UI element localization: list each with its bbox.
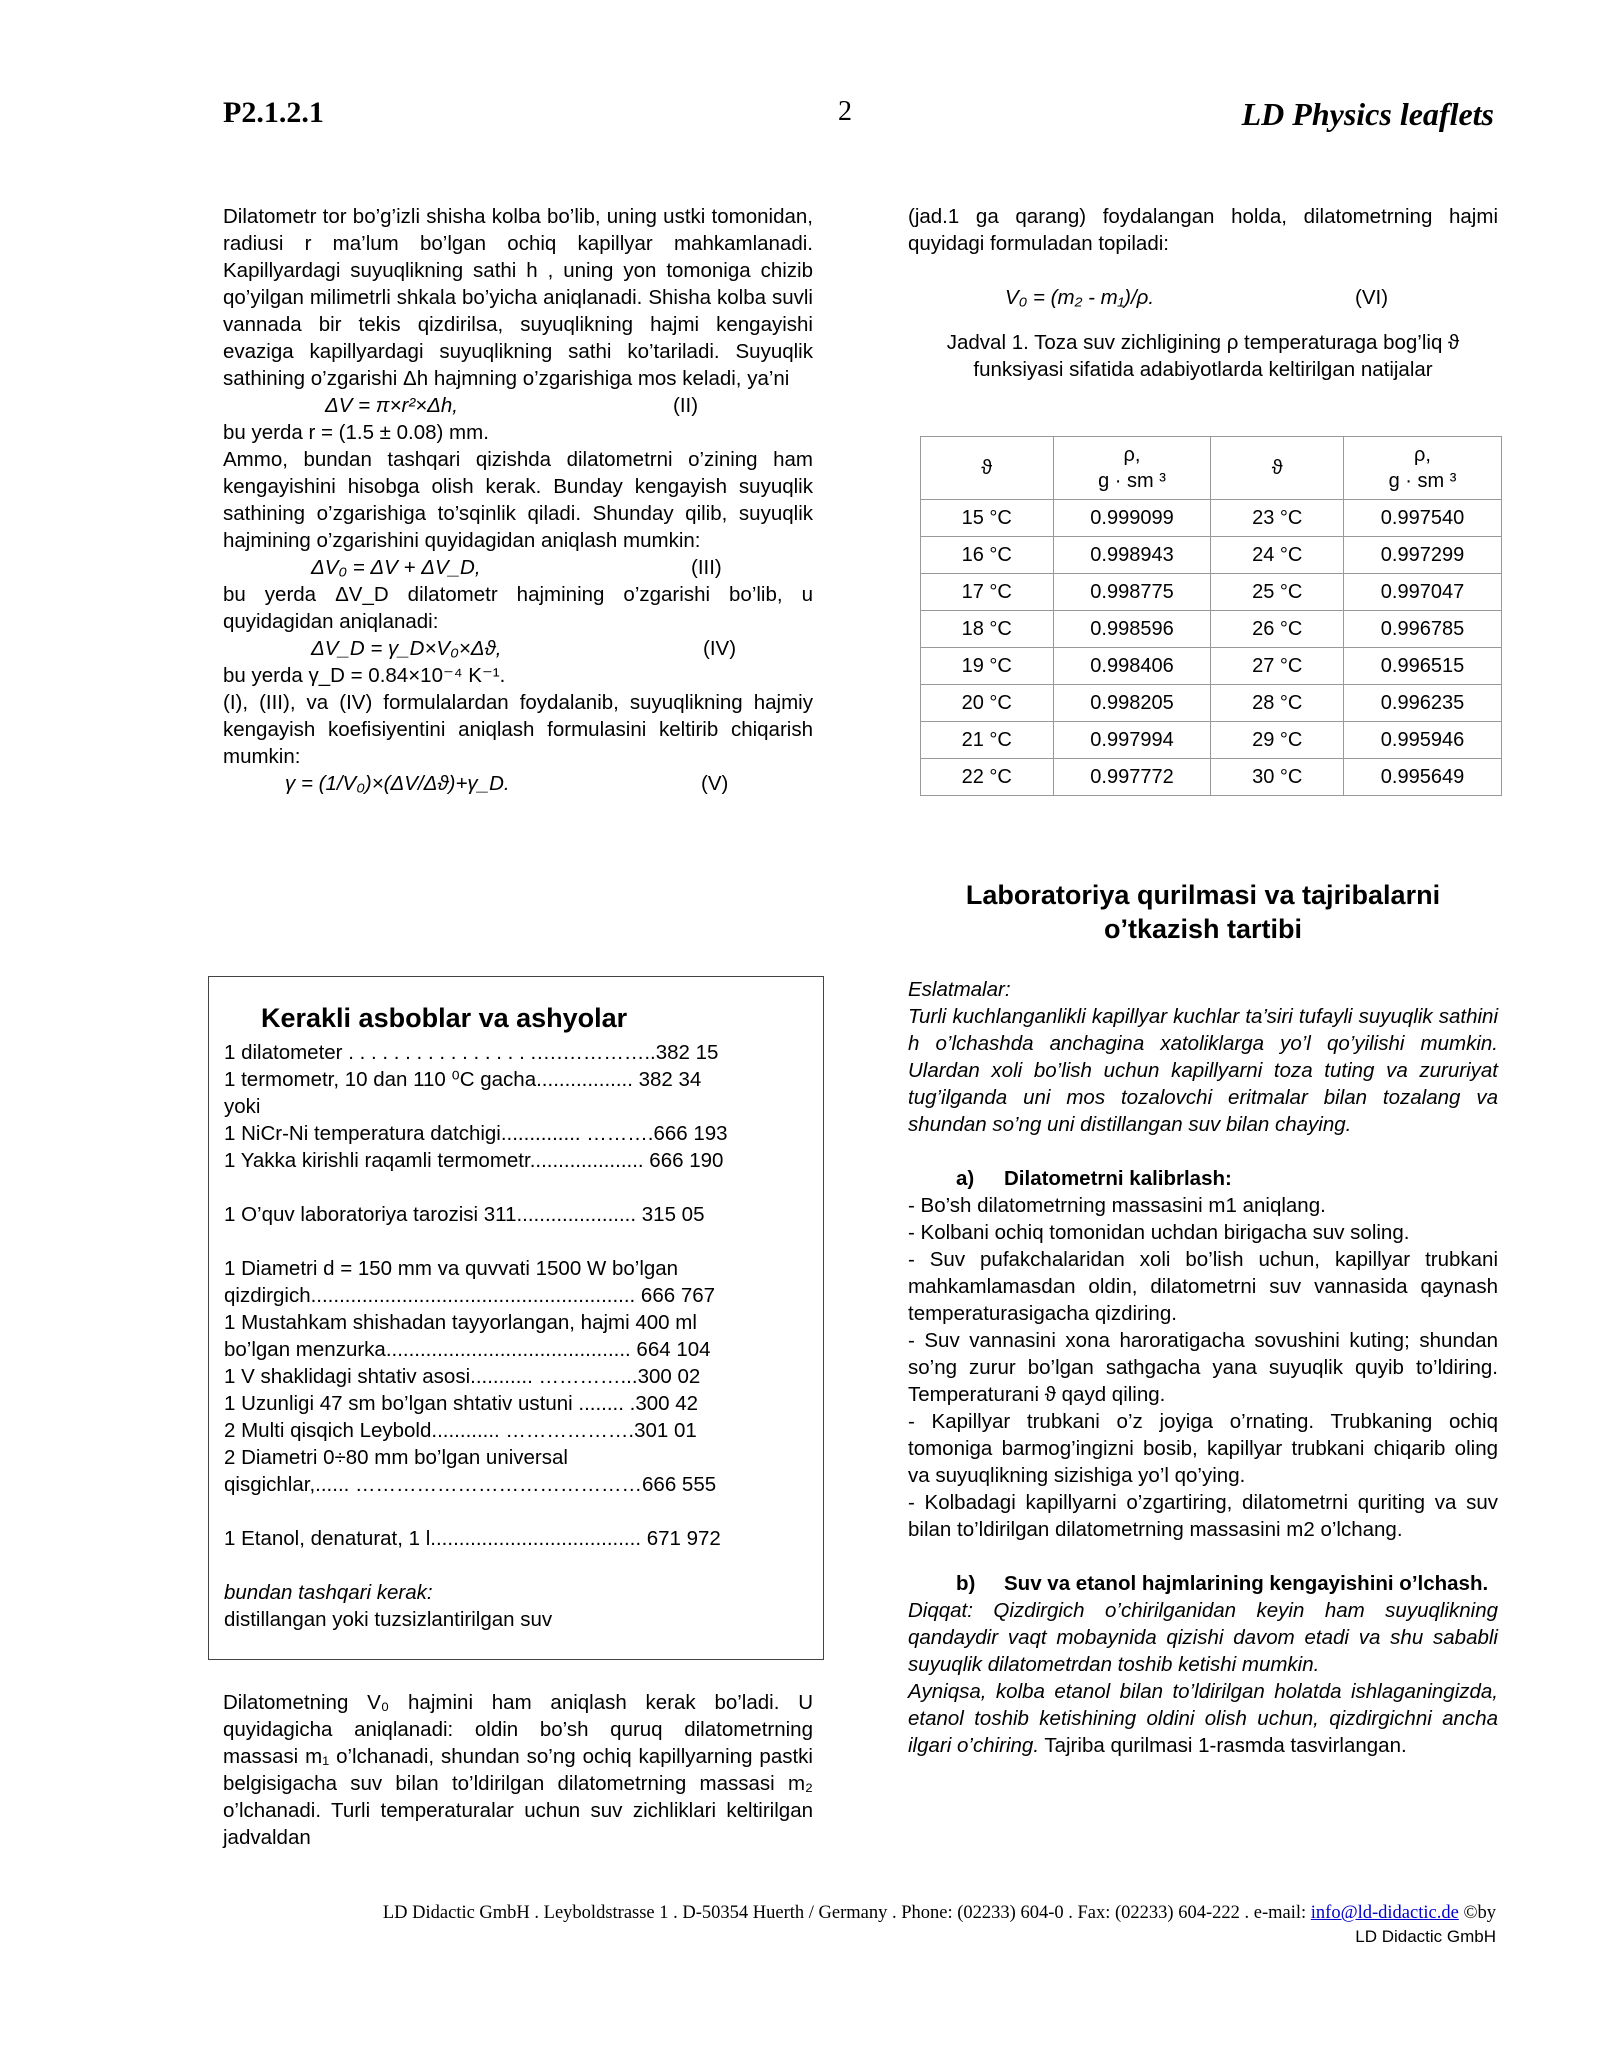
right-column-top [908,203,1498,383]
volume-paragraph: Dilatometning V₀ hajmini ham aniqlash kerak bo’ladi. U quyidagicha aniqlanadi: oldin bo’sh quruq dilatometrning massasi m₁ o’lchanadi, shundan so’ng ochiq kapillyarning pastki belgisigacha suv bilan to’ldirilgan dilatometrning massasi m₂ o’lchanadi. Turli temperaturalar uchun suv zichliklari keltirilgan jadvaldan [223,1691,813,1849]
document-code: P2.1.2.1 [223,96,324,129]
section-a-heading: a) Dilatometrni kalibrlash: [956,1167,1232,1190]
step-item: - Bo’sh dilatometrning massasini m1 aniqlang. [908,1194,1326,1217]
extra-label: bundan tashqari kerak: [224,1581,433,1604]
density-cell: 0.997540 [1344,500,1502,537]
density-cell: 0.998205 [1053,685,1211,722]
temperature-header: ϑ [921,437,1054,500]
density-table [920,436,1502,796]
density-cell: 0.998596 [1053,611,1211,648]
section-heading: Laboratoriya qurilmasi va tajribalarni o’tkazish tartibi [965,880,1441,944]
density-cell: 0.998406 [1053,648,1211,685]
step-item: - Kolbadagi kapillyarni o’zgartiring, dilatometrni quriting va suv bilan to’ldirilgan dilatometrning massasini m2 o’lchang. [908,1491,1498,1541]
equipment-line: 1 Yakka kirishli raqamli termometr.................... 666 190 [224,1149,724,1172]
extra-text: distillangan yoki tuzsizlantirilgan suv [224,1608,553,1631]
equipment-line: 1 dilatometer . . . . . . . . . . . . . . . . .….…………..382 15 [224,1041,719,1064]
caution-text: Diqqat: Qizdirgich o’chirilganidan keyin ham suyuqlikning qandaydir vaqt mobaynida qizishi davom etadi va shu sababli suyuqlik dilatometrdan toshib ketishi mumkin. [908,1599,1498,1676]
temperature-cell: 25 °C [1211,574,1344,611]
spacer [224,1174,814,1201]
email-link[interactable]: info@ld-didactic.de [1310,1903,1459,1923]
temperature-cell: 22 °C [921,759,1054,796]
equipment-line: bo’lgan menzurka........................................... 664 104 [224,1338,711,1361]
temperature-cell: 15 °C [921,500,1054,537]
table-row [921,537,1502,574]
dilatometer-change-text: bu yerda ΔV_D dilatometr hajmining o’zgarishi bo’lib, u quyidagidan aniqlanadi: [223,583,813,633]
temperature-cell: 16 °C [921,537,1054,574]
caution-paragraph: Ayniqsa, kolba etanol bilan to’ldirilgan holatda ishlaganingizda, etanol toshib ketishining oldini olish uchun, qizdirgichni ancha ilgari o’chiring. Tajriba qurilmasi 1-rasmda tasvirlangan. [908,1680,1498,1757]
equipment-line: 1 Etanol, denaturat, 1 l..................................... 671 972 [224,1527,721,1550]
equipment-line: 1 NiCr-Ni temperatura datchigi.............. ……….666 193 [224,1122,728,1145]
procedure-section [908,878,1498,1759]
step-item: - Suv pufakchalaridan xoli bo’lish uchun, kapillyar trubkani mahkamlamasdan oldin, dilatometrni suv vannasida qaynash temperaturasigacha qizdiring. [908,1248,1498,1325]
density-cell: 0.996235 [1344,685,1502,722]
equation-iii: ΔV₀ = ΔV + ΔV_D, (III) [311,556,722,579]
step-item: - Kolbani ochiq tomonidan uchdan birigacha suv soling. [908,1221,1410,1244]
equation-v: γ = (1/V₀)×(ΔV/Δϑ)+γ_D. (V) [285,772,729,795]
step-item: - Suv vannasini xona haroratigacha sovushini kuting; shundan so’ng zurur bo’lgan sathgacha yana suyuqlik quyib to’ldiring. Temperaturani ϑ qayd qiling. [908,1329,1498,1406]
density-cell: 0.996515 [1344,648,1502,685]
equipment-line: yoki [224,1095,261,1118]
table-caption: Jadval 1. Toza suv zichligining ρ temperaturaga bog’liq ϑ funksiyasi sifatida adabiyotlarda keltirilgan natijalar [946,331,1460,381]
equipment-line: 1 V shaklidagi shtativ asosi........... …………...300 02 [224,1365,701,1388]
footer-company: LD Didactic GmbH [1355,1927,1496,1946]
density-cell: 0.997772 [1053,759,1211,796]
equipment-line: qizdirgich......................................................... 666 767 [224,1284,716,1307]
temperature-cell: 29 °C [1211,722,1344,759]
density-cell: 0.997047 [1344,574,1502,611]
spacer [224,1228,814,1255]
expansion-paragraph: Ammo, bundan tashqari qizishda dilatometrni o’zining ham kengayishini hisobga olish kerak. Bunday kengayish suyuqlik sathining o’zgarishiga to’sqinlik qiladi. Shunday qilib, suyuqlik hajmining o’zgarishini quyidagidan aniqlash mumkin: [223,448,813,552]
density-header: ρ, g · sm ³ [1344,437,1502,500]
density-header: ρ, g · sm ³ [1053,437,1211,500]
temperature-cell: 20 °C [921,685,1054,722]
spacer [224,1552,814,1579]
table-row [921,648,1502,685]
density-table-body [921,500,1502,796]
spacer [224,1498,814,1525]
equipment-line: 1 Mustahkam shishadan tayyorlangan, hajmi 400 ml [224,1311,697,1334]
table-row [921,759,1502,796]
page-number: 2 [838,96,852,127]
brand-title: LD Physics leaflets [1241,96,1494,132]
temperature-cell: 19 °C [921,648,1054,685]
table-row [921,500,1502,537]
step-item: - Kapillyar trubkani o’z joyiga o’rnating. Trubkaning ochiq tomoniga barmog’ingizni bosib, kapillyar trubkani chiqarib oling va suyuqlikning sizishiga yo’l qo’ying. [908,1410,1498,1487]
equipment-line: 2 Diametri 0÷80 mm bo’lgan universal [224,1446,568,1469]
equipment-line: 1 Diametri d = 150 mm va quvvati 1500 W bo’lgan [224,1257,679,1280]
density-cell: 0.995649 [1344,759,1502,796]
density-cell: 0.995946 [1344,722,1502,759]
temperature-header: ϑ [1211,437,1344,500]
temperature-cell: 26 °C [1211,611,1344,648]
equipment-line: qisgichlar,...... ……………………………………666 555 [224,1473,717,1496]
table-row [921,722,1502,759]
equipment-box [208,976,824,1660]
left-column [223,203,813,797]
density-cell: 0.998943 [1053,537,1211,574]
temperature-cell: 28 °C [1211,685,1344,722]
footer-contact: LD Didactic GmbH . Leyboldstrasse 1 . D-50354 Huerth / Germany . Phone: (02233) 604-0 . Fax: (02233) 604-222 . e-mail: info@ld-didactic.de ©by [382,1903,1496,1923]
temperature-cell: 17 °C [921,574,1054,611]
temperature-cell: 30 °C [1211,759,1344,796]
equipment-title: Kerakli asboblar va ashyolar [261,1003,628,1033]
table-row [921,574,1502,611]
notes-text: Turli kuchlanganlikli kapillyar kuchlar ta’siri tufayli suyuqlik sathini h o’lchashda anchagina xatoliklarga yo’l qo’yilishi mumkin. Ulardan xoli bo’lish uchun kapillyarni toza tuting va zururiyat tug’ilganda uni mos tozalovchi eritmalar bilan tozalang va shundan so’ng uni distillangan suv bilan chaying. [908,1005,1498,1136]
table-header-row [921,437,1502,500]
temperature-cell: 27 °C [1211,648,1344,685]
section-b-heading: b) Suv va etanol hajmlarining kengayishini o’lchash. [956,1572,1489,1595]
density-cell: 0.998775 [1053,574,1211,611]
temperature-cell: 23 °C [1211,500,1344,537]
density-cell: 0.997299 [1344,537,1502,574]
equipment-line: 1 O’quv laboratoriya tarozisi 311..................... 315 05 [224,1203,705,1226]
density-cell: 0.997994 [1053,722,1211,759]
table-reference-text: (jad.1 ga qarang) foydalangan holda, dilatometrning hajmi quyidagi formuladan topiladi: [908,205,1498,255]
table-row [921,611,1502,648]
table-row [921,685,1502,722]
notes-label: Eslatmalar: [908,978,1011,1001]
equation-vi: V₀ = (m₂ - m₁)/ρ. (VI) [1005,286,1389,309]
equipment-list [224,1039,814,1633]
equipment-line: 1 Uzunligi 47 sm bo’lgan shtativ ustuni ........ .300 42 [224,1392,699,1415]
formula-derivation-text: (I), (III), va (IV) formulalardan foydalanib, suyuqlikning hajmiy kengayish koefisiyentini aniqlash formulasini keltirib chiqarish mumkin: [223,691,813,768]
density-cell: 0.999099 [1053,500,1211,537]
temperature-cell: 18 °C [921,611,1054,648]
equipment-line: 2 Multi qisqich Leybold............ ……………….301 01 [224,1419,697,1442]
temperature-cell: 21 °C [921,722,1054,759]
radius-text: bu yerda r = (1.5 ± 0.08) mm. [223,421,489,444]
equipment-line: 1 termometr, 10 dan 110 ⁰C gacha................. 382 34 [224,1068,702,1091]
gamma-text: bu yerda γ_D = 0.84×10⁻⁴ K⁻¹. [223,664,506,687]
equation-ii: ΔV = π×r²×Δh, (II) [325,394,699,417]
equation-iv: ΔV_D = γ_D×V₀×Δϑ, (IV) [311,637,737,660]
temperature-cell: 24 °C [1211,537,1344,574]
density-cell: 0.996785 [1344,611,1502,648]
intro-paragraph: Dilatometr tor bo’g’izli shisha kolba bo’lib, uning ustki tomonidan, radiusi r ma’lum bo’lgan ochiq kapillyar mahkamlanadi. Kapillyardagi suyuqlikning sathi h , uning yon tomoniga chizib qo’yilgan milimetrli shkala bo’yicha aniqlanadi. Shisha kolba suvli vannada bir tekis qizdirilsa, suyuqlikning hajmi kengayishi evaziga kapillyardagi suyuqlikning sathi ko’tariladi. Suyuqlik sathining o’zgarishi Δh hajmning o’zgarishiga mos keladi, ya’ni [223,205,813,390]
volume-paragraph-block [223,1689,813,1851]
